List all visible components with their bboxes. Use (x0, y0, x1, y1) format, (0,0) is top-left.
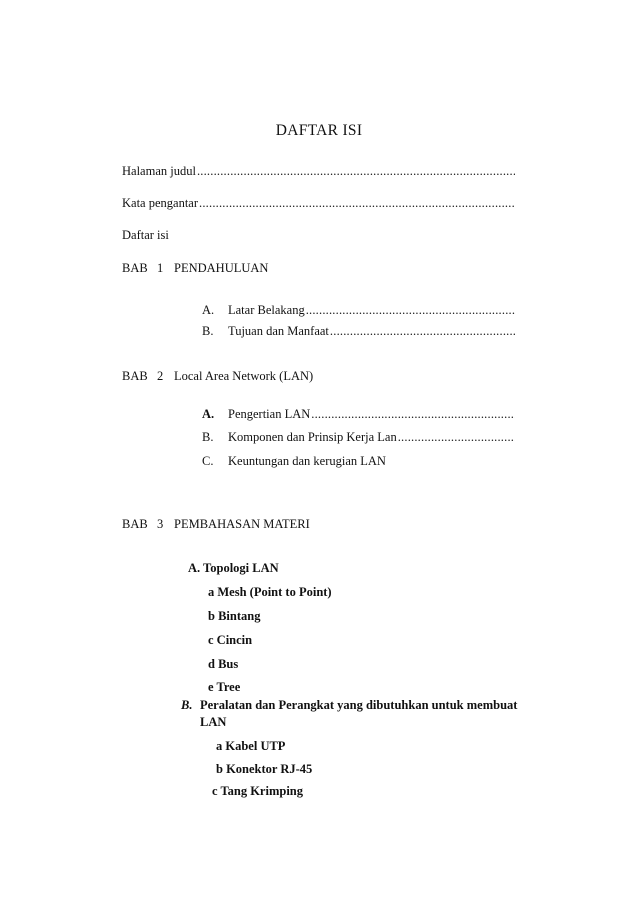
leader-dots (199, 196, 515, 211)
item-marker: A. (202, 303, 215, 317)
section-heading-peralatan (181, 698, 517, 713)
item-marker: B. (202, 324, 214, 338)
subitem-bus: d Bus (208, 657, 239, 671)
toc-entry-label: Keuntungan dan kerugian LAN (228, 454, 386, 468)
chapter-word: BAB (122, 369, 148, 383)
toc-entry-label: Latar Belakang (228, 303, 305, 317)
leader-dots (398, 430, 515, 445)
subitem-tree: e Tree (208, 680, 241, 694)
chapter-title: PEMBAHASAN MATERI (174, 517, 310, 531)
leader-dots (330, 324, 515, 339)
toc-entry-label: Halaman judul (122, 164, 196, 178)
subitem-konektor: b Konektor RJ-45 (216, 762, 313, 776)
chapter-heading-2 (122, 369, 422, 384)
toc-entry-halaman-judul (122, 164, 515, 179)
item-marker: B. (202, 430, 214, 444)
chapter-title: PENDAHULUAN (174, 261, 269, 275)
chapter-heading-3 (122, 517, 422, 532)
toc-entry-komponen (202, 430, 515, 445)
chapter-number: 2 (157, 369, 164, 383)
subitem-bintang: b Bintang (208, 609, 261, 623)
section-heading-peralatan-cont: LAN (200, 715, 227, 729)
subitem-tang-krimping: c Tang Krimping (212, 784, 303, 798)
toc-entry-label: Komponen dan Prinsip Kerja Lan (228, 430, 397, 444)
toc-entry-label: Daftar isi (122, 228, 169, 242)
toc-entry-label: Kata pengantar (122, 196, 199, 210)
toc-entry-label: Tujuan dan Manfaat (228, 324, 329, 338)
leader-dots (311, 407, 515, 422)
item-marker: C. (202, 454, 214, 468)
section-heading-line: Peralatan dan Perangkat yang dibutuhkan untuk membuat (200, 698, 518, 712)
chapter-word: BAB (122, 261, 148, 275)
leader-dots (306, 303, 515, 318)
toc-entry-latar-belakang (202, 303, 515, 318)
chapter-heading-1 (122, 261, 422, 276)
chapter-word: BAB (122, 517, 148, 531)
chapter-number: 3 (157, 517, 164, 531)
toc-entry-keuntungan (202, 454, 386, 469)
section-heading-topologi: A. Topologi LAN (188, 561, 279, 575)
toc-entry-tujuan-manfaat (202, 324, 515, 339)
subitem-cincin: c Cincin (208, 633, 253, 647)
subitem-kabel-utp: a Kabel UTP (216, 739, 286, 753)
item-marker: A. (202, 407, 215, 421)
leader-dots (197, 164, 515, 179)
page-title: DAFTAR ISI (275, 122, 363, 139)
toc-entry-kata-pengantar (122, 196, 515, 211)
toc-entry-daftar-isi (122, 228, 169, 243)
item-marker: B. (181, 698, 193, 712)
chapter-title: Local Area Network (LAN) (174, 369, 314, 383)
toc-entry-label: Pengertian LAN (228, 407, 311, 421)
toc-entry-pengertian-lan (202, 407, 515, 422)
chapter-number: 1 (157, 261, 164, 275)
subitem-mesh: a Mesh (Point to Point) (208, 585, 332, 599)
